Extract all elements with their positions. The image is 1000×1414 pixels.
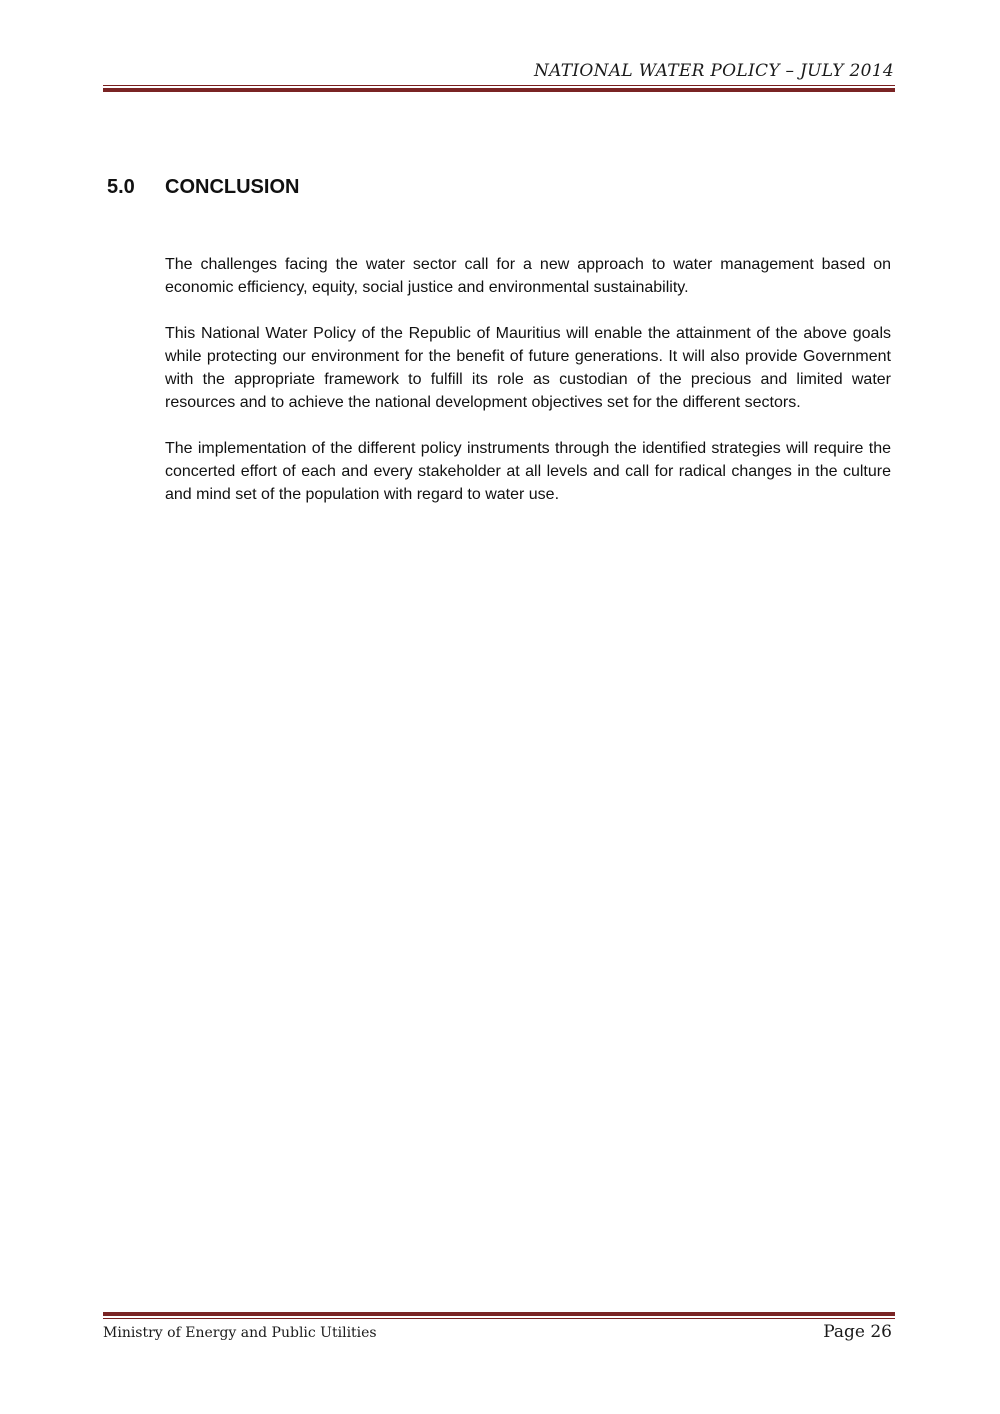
section-heading <box>107 176 299 199</box>
body-content <box>165 253 891 529</box>
header-rule-thick <box>103 88 895 92</box>
section-title: CONCLUSION <box>165 176 300 198</box>
page-number: Page 26 <box>823 1322 892 1342</box>
header-title: NATIONAL WATER POLICY – JULY 2014 <box>533 61 894 81</box>
paragraph: This National Water Policy of the Republic of Mauritius will enable the attainment of the above goals while protecting our environment for the benefit of future generations. It will also provide Government with the appropriate framework to fulfill its role as custodian of the precious and limited water resources and to achieve the national development objectives set for the different sectors. <box>165 325 891 411</box>
header-rule-thin <box>103 85 895 86</box>
footer-rule-thick <box>103 1312 895 1316</box>
paragraph: The challenges facing the water sector call for a new approach to water management based on economic efficiency, equity, social justice and environmental sustainability. <box>165 256 891 296</box>
paragraph: The implementation of the different policy instruments through the identified strategies will require the concerted effort of each and every stakeholder at all levels and call for radical changes in the culture and mind set of the population with regard to water use. <box>165 440 891 503</box>
section-number: 5.0 <box>107 176 135 198</box>
footer-rule-thin <box>103 1318 895 1319</box>
footer-organization: Ministry of Energy and Public Utilities <box>103 1325 377 1341</box>
